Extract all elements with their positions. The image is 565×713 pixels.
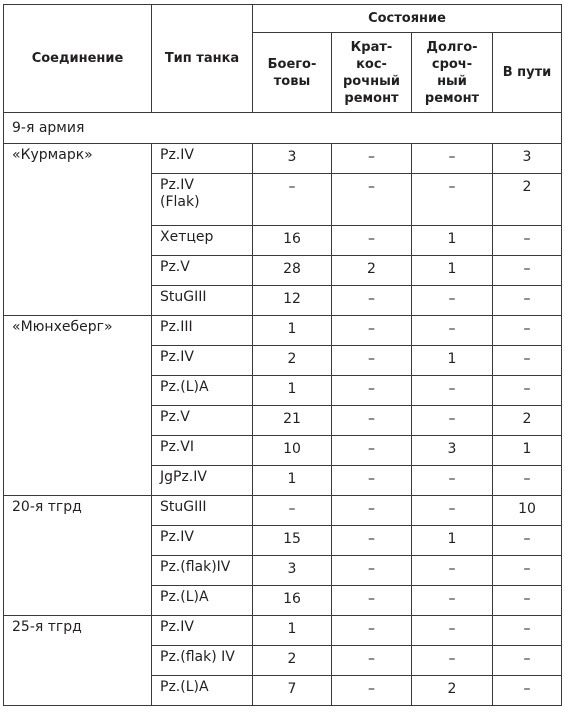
table-row bbox=[4, 144, 562, 174]
in-transit-cell: – bbox=[493, 376, 562, 406]
short-repair-cell: – bbox=[332, 226, 412, 256]
short-repair-cell: – bbox=[332, 346, 412, 376]
ready-cell: – bbox=[253, 174, 332, 226]
long-repair-cell: – bbox=[412, 144, 493, 174]
long-repair-cell: – bbox=[412, 286, 493, 316]
tank-type-cell: Pz.V bbox=[152, 406, 253, 436]
ready-cell: 16 bbox=[253, 226, 332, 256]
header-long-repair-line: ный bbox=[437, 73, 467, 89]
ready-cell: 16 bbox=[253, 586, 332, 616]
army-label: 9-я армия bbox=[4, 113, 562, 144]
tank-type-cell bbox=[152, 174, 253, 226]
header-long-repair-line: сроч- bbox=[431, 56, 473, 72]
short-repair-cell: – bbox=[332, 376, 412, 406]
header-compound: Соединение bbox=[4, 5, 152, 113]
long-repair-cell: 1 bbox=[412, 226, 493, 256]
in-transit-cell: 1 bbox=[493, 436, 562, 466]
tank-type-cell: Pz.VI bbox=[152, 436, 253, 466]
in-transit-cell: – bbox=[493, 616, 562, 646]
header-short-repair bbox=[332, 33, 412, 113]
in-transit-cell: – bbox=[493, 556, 562, 586]
tank-type-cell: JgPz.IV bbox=[152, 466, 253, 496]
ready-cell: 3 bbox=[253, 556, 332, 586]
in-transit-cell: 2 bbox=[493, 174, 562, 226]
in-transit-cell: – bbox=[493, 286, 562, 316]
ready-cell: – bbox=[253, 496, 332, 526]
tank-type-cell: StuGIII bbox=[152, 496, 253, 526]
long-repair-cell: – bbox=[412, 586, 493, 616]
header-long-repair bbox=[412, 33, 493, 113]
tank-type-cell: Pz.III bbox=[152, 316, 253, 346]
header-ready bbox=[253, 33, 332, 113]
short-repair-cell: – bbox=[332, 286, 412, 316]
ready-cell: 7 bbox=[253, 676, 332, 706]
long-repair-cell: 1 bbox=[412, 256, 493, 286]
table-row bbox=[4, 496, 562, 526]
ready-cell: 1 bbox=[253, 466, 332, 496]
in-transit-cell: – bbox=[493, 586, 562, 616]
short-repair-cell: – bbox=[332, 616, 412, 646]
tank-type-cell: Pz.IV bbox=[152, 144, 253, 174]
long-repair-cell: – bbox=[412, 376, 493, 406]
long-repair-cell: – bbox=[412, 316, 493, 346]
tank-type-cell: Pz.(L)A bbox=[152, 676, 253, 706]
header-short-repair-line: Крат- bbox=[350, 39, 393, 55]
table-row bbox=[4, 616, 562, 646]
tank-status-table bbox=[3, 4, 562, 706]
header-in-transit: В пути bbox=[493, 33, 562, 113]
in-transit-cell: 2 bbox=[493, 406, 562, 436]
ready-cell: 21 bbox=[253, 406, 332, 436]
long-repair-cell: – bbox=[412, 646, 493, 676]
short-repair-cell: – bbox=[332, 466, 412, 496]
short-repair-cell: – bbox=[332, 316, 412, 346]
short-repair-cell: – bbox=[332, 646, 412, 676]
long-repair-cell: 2 bbox=[412, 676, 493, 706]
short-repair-cell: – bbox=[332, 526, 412, 556]
short-repair-cell: – bbox=[332, 586, 412, 616]
in-transit-cell: 10 bbox=[493, 496, 562, 526]
header-short-repair-line: ремонт bbox=[344, 90, 399, 106]
in-transit-cell: – bbox=[493, 226, 562, 256]
compound-cell: «Курмарк» bbox=[4, 144, 152, 316]
table-row bbox=[4, 316, 562, 346]
long-repair-cell: 1 bbox=[412, 526, 493, 556]
header-short-repair-line: кос- bbox=[356, 56, 387, 72]
tank-type-cell: Pz.(L)A bbox=[152, 586, 253, 616]
ready-cell: 1 bbox=[253, 376, 332, 406]
short-repair-cell: 2 bbox=[332, 256, 412, 286]
in-transit-cell: – bbox=[493, 676, 562, 706]
short-repair-cell: – bbox=[332, 144, 412, 174]
long-repair-cell: – bbox=[412, 406, 493, 436]
header-long-repair-line: ремонт bbox=[424, 90, 480, 106]
short-repair-cell: – bbox=[332, 436, 412, 466]
ready-cell: 15 bbox=[253, 526, 332, 556]
tank-type-cell: Pz.V bbox=[152, 256, 253, 286]
long-repair-cell: 1 bbox=[412, 346, 493, 376]
compound-cell: «Мюнхеберг» bbox=[4, 316, 152, 496]
in-transit-cell: – bbox=[493, 346, 562, 376]
ready-cell: 3 bbox=[253, 144, 332, 174]
tank-type-cell: Pz.IV bbox=[152, 346, 253, 376]
long-repair-cell: – bbox=[412, 496, 493, 526]
ready-cell: 10 bbox=[253, 436, 332, 466]
ready-cell: 1 bbox=[253, 316, 332, 346]
ready-cell: 2 bbox=[253, 346, 332, 376]
in-transit-cell: – bbox=[493, 646, 562, 676]
short-repair-cell: – bbox=[332, 174, 412, 226]
compound-cell: 20-я тгрд bbox=[4, 496, 152, 616]
header-ready-line: Боего- bbox=[267, 56, 317, 72]
header-tank-type: Тип танка bbox=[152, 5, 253, 113]
in-transit-cell: – bbox=[493, 526, 562, 556]
compound-cell: 25-я тгрд bbox=[4, 616, 152, 706]
tank-type-cell: Pz.(flak)IV bbox=[152, 556, 253, 586]
tank-type-line: (Flak) bbox=[160, 194, 200, 210]
header-state: Состояние bbox=[253, 5, 562, 33]
in-transit-cell: – bbox=[493, 316, 562, 346]
short-repair-cell: – bbox=[332, 676, 412, 706]
in-transit-cell: 3 bbox=[493, 144, 562, 174]
long-repair-cell: – bbox=[412, 556, 493, 586]
tank-type-cell: Pz.(L)A bbox=[152, 376, 253, 406]
short-repair-cell: – bbox=[332, 556, 412, 586]
header-short-repair-line: рочный bbox=[342, 73, 400, 89]
ready-cell: 2 bbox=[253, 646, 332, 676]
tank-type-cell: StuGIII bbox=[152, 286, 253, 316]
long-repair-cell: – bbox=[412, 466, 493, 496]
long-repair-cell: 3 bbox=[412, 436, 493, 466]
long-repair-cell: – bbox=[412, 616, 493, 646]
tank-type-cell: Pz.(flak) IV bbox=[152, 646, 253, 676]
army-row bbox=[4, 113, 562, 144]
in-transit-cell: – bbox=[493, 256, 562, 286]
in-transit-cell: – bbox=[493, 466, 562, 496]
tank-type-cell: Pz.IV bbox=[152, 616, 253, 646]
header-long-repair-line: Долго- bbox=[426, 39, 478, 55]
ready-cell: 28 bbox=[253, 256, 332, 286]
header-ready-line: товы bbox=[273, 73, 311, 89]
tank-type-cell: Хетцер bbox=[152, 226, 253, 256]
ready-cell: 1 bbox=[253, 616, 332, 646]
short-repair-cell: – bbox=[332, 406, 412, 436]
ready-cell: 12 bbox=[253, 286, 332, 316]
long-repair-cell: – bbox=[412, 174, 493, 226]
tank-type-cell: Pz.IV bbox=[152, 526, 253, 556]
short-repair-cell: – bbox=[332, 496, 412, 526]
tank-type-line: Pz.IV bbox=[160, 177, 194, 193]
